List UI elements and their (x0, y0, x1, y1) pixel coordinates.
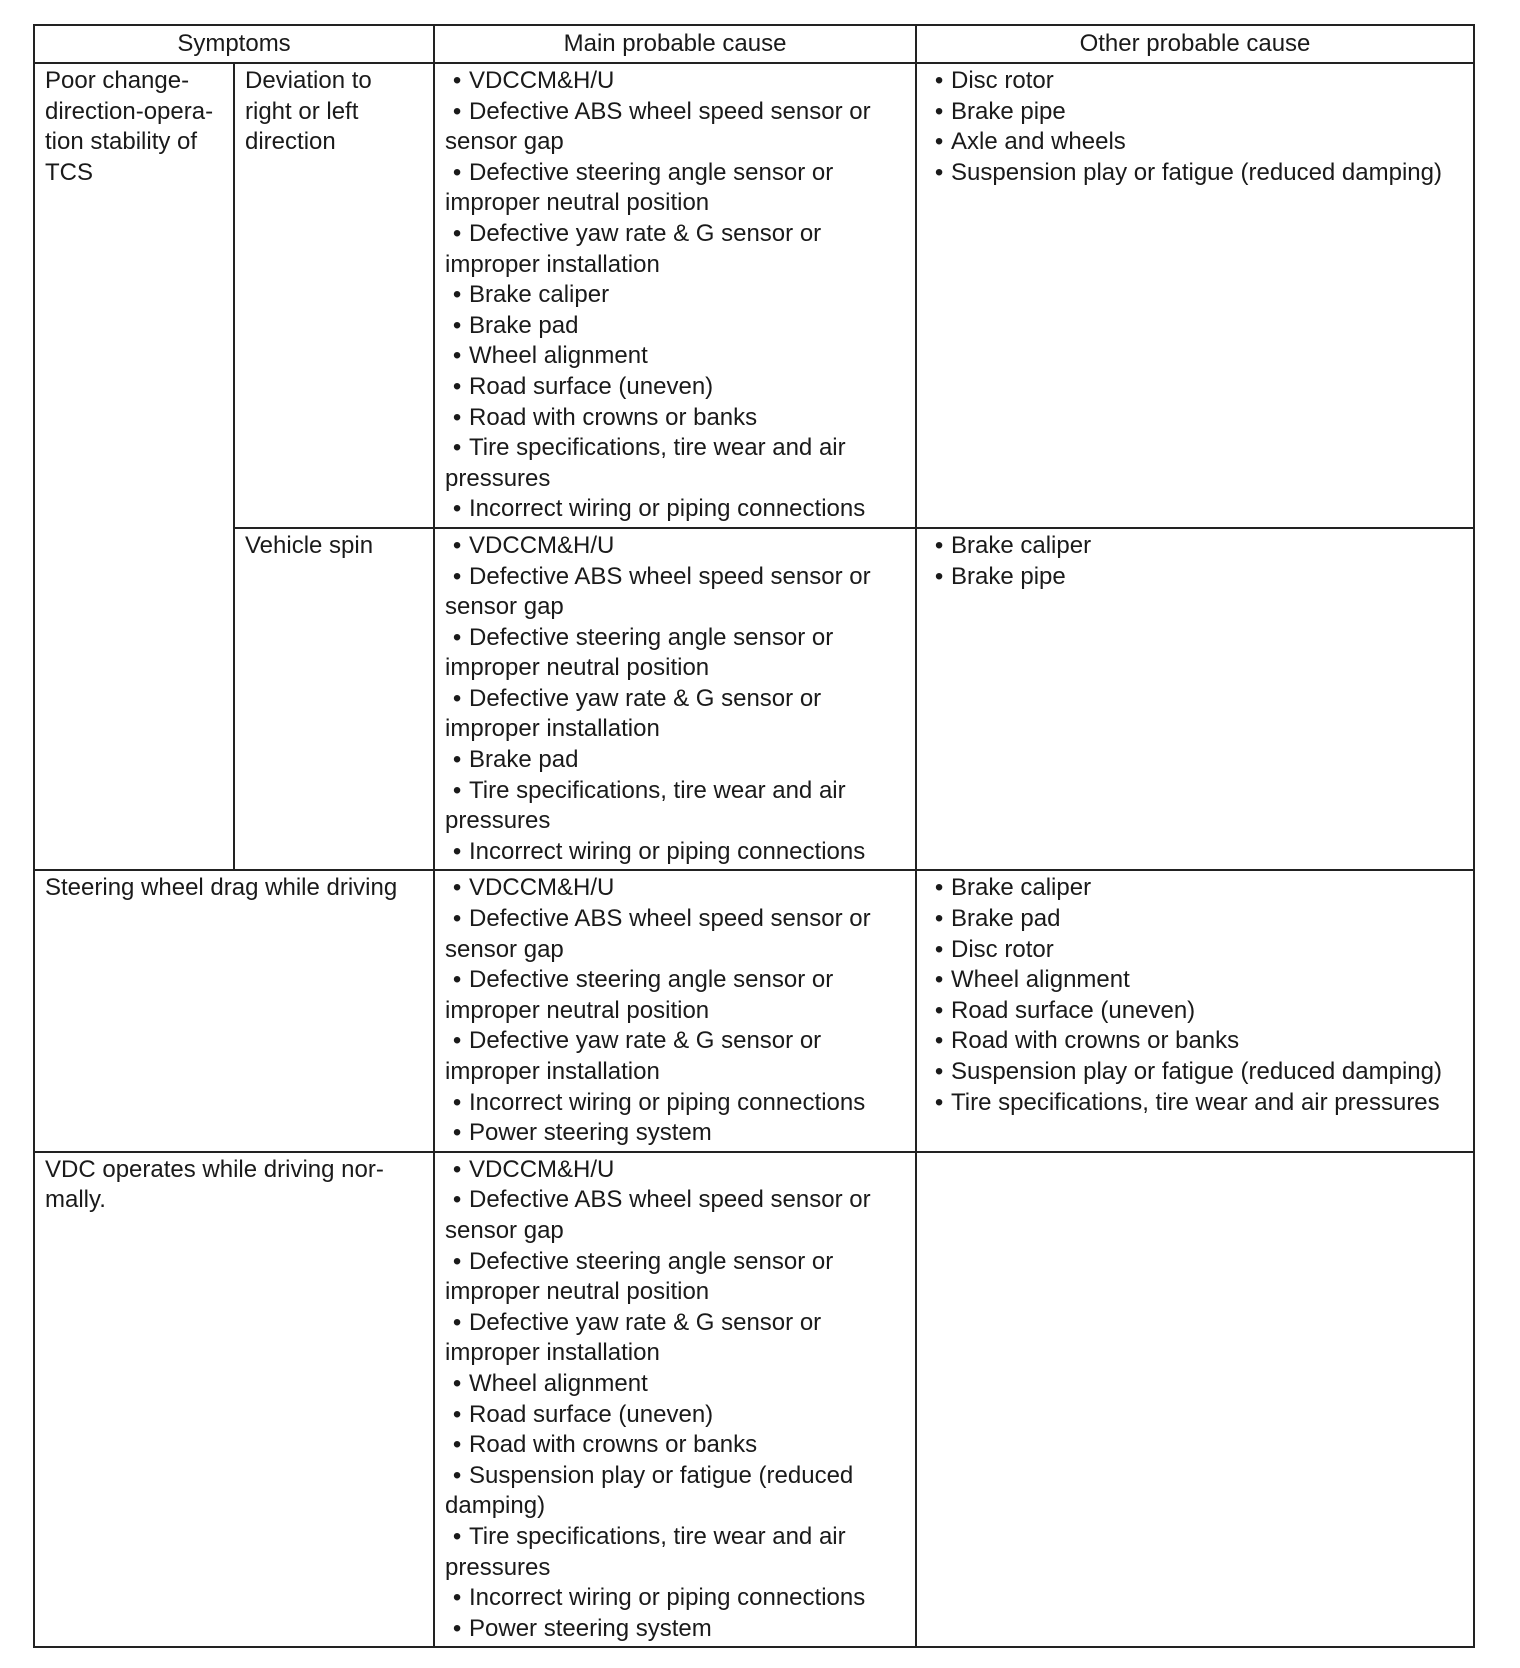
cause-text: Tire specifications, tire wear and air pressures (951, 1088, 1440, 1116)
cause-text: Disc rotor (951, 67, 1054, 94)
cause-item (445, 837, 907, 868)
cause-text: VDCCM&H/U (469, 1155, 615, 1183)
cause-item (927, 66, 1465, 97)
cause-item (445, 1614, 907, 1645)
bullet-icon: • (934, 1027, 944, 1055)
bullet-icon: • (452, 495, 462, 523)
bullet-icon: • (934, 158, 944, 186)
cause-text: Defective ABS wheel speed sensor or sensor gap (445, 905, 871, 963)
cause-text: Defective ABS wheel speed sensor or sensor gap (445, 97, 871, 156)
bullet-icon: • (452, 1369, 462, 1397)
cause-item (927, 965, 1465, 996)
bullet-icon: • (452, 342, 462, 370)
bullet-icon: • (452, 1584, 462, 1612)
cause-text: Road surface (uneven) (469, 372, 714, 400)
cause-text: Defective ABS wheel speed sensor or sensor gap (445, 1186, 871, 1244)
cause-item (927, 127, 1465, 158)
main-cause-list (445, 66, 907, 525)
other-cause-cell (916, 528, 1474, 871)
bullet-icon: • (452, 1247, 462, 1275)
bullet-icon: • (452, 1155, 462, 1183)
other-cause-list (927, 66, 1465, 188)
cause-item (927, 1088, 1465, 1119)
diagnosis-table (33, 24, 1475, 1648)
bullet-icon: • (452, 905, 462, 933)
bullet-icon: • (934, 562, 944, 590)
bullet-icon: • (934, 874, 944, 902)
bullet-icon: • (452, 1614, 462, 1642)
other-cause-list (927, 531, 1465, 592)
bullet-icon: • (452, 311, 462, 339)
symptom-group-label (45, 66, 225, 188)
cause-text: Defective yaw rate & G sensor or improper installation (445, 1027, 822, 1085)
bullet-icon: • (934, 966, 944, 994)
cause-item (927, 1026, 1465, 1057)
header-row (34, 25, 1474, 63)
bullet-icon: • (452, 531, 462, 559)
bullet-icon: • (452, 1461, 462, 1489)
label-line: Vehicle spin (245, 531, 374, 559)
label-line: right or left (245, 97, 359, 125)
cause-item (445, 562, 907, 623)
cause-text: Defective yaw rate & G sensor or improper installation (445, 684, 822, 743)
symptom-label (45, 1155, 425, 1216)
cause-text: Wheel alignment (951, 966, 1130, 994)
cause-item (445, 1118, 907, 1149)
cause-item (445, 311, 907, 342)
bullet-icon: • (452, 281, 462, 309)
cause-text: Road with crowns or banks (469, 403, 758, 431)
cause-item (927, 158, 1465, 189)
bullet-icon: • (452, 1088, 462, 1116)
bullet-icon: • (452, 1027, 462, 1055)
symptom-label (45, 873, 425, 904)
bullet-icon: • (452, 403, 462, 431)
label-line: Poor change- (45, 67, 190, 94)
main-cause-list (445, 873, 907, 1148)
cause-text: Defective yaw rate & G sensor or improper installation (445, 219, 822, 278)
cause-item (445, 776, 907, 837)
cause-text: Brake pad (469, 746, 579, 774)
bullet-icon: • (934, 1058, 944, 1085)
cause-item (445, 219, 907, 280)
cause-item (445, 745, 907, 776)
cause-item (445, 1247, 907, 1308)
bullet-icon: • (452, 158, 462, 186)
cause-text: Disc rotor (951, 935, 1054, 963)
cause-text: Incorrect wiring or piping connections (469, 1088, 866, 1116)
cause-text: VDCCM&H/U (469, 531, 615, 559)
label-line: direction-opera- (45, 97, 214, 125)
label-line: VDC operates while driving nor- (45, 1155, 384, 1183)
cause-text: VDCCM&H/U (469, 874, 615, 902)
bullet-icon: • (452, 67, 462, 94)
cause-text: Incorrect wiring or piping connections (469, 837, 866, 865)
bullet-icon: • (452, 746, 462, 774)
cause-text: Defective steering angle sensor or improper neutral position (445, 1247, 834, 1306)
bullet-icon: • (452, 1119, 462, 1147)
cause-item (927, 935, 1465, 966)
cause-item (445, 494, 907, 525)
table-row (34, 870, 1474, 1151)
cause-text: Wheel alignment (469, 342, 648, 370)
main-cause-cell (434, 63, 916, 528)
bullet-icon: • (452, 372, 462, 400)
symptom-label (245, 531, 425, 562)
bullet-icon: • (452, 97, 462, 125)
bullet-icon: • (934, 935, 944, 963)
cause-text: Incorrect wiring or piping connections (469, 495, 866, 523)
cause-item (445, 280, 907, 311)
cause-item (445, 1088, 907, 1119)
main-cause-cell (434, 1152, 916, 1648)
table-row (34, 1152, 1474, 1648)
cause-text: Suspension play or fatigue (reduced damping) (951, 1058, 1442, 1085)
cause-item (445, 531, 907, 562)
cause-text: Tire specifications, tire wear and air pressures (445, 434, 846, 492)
main-cause-list (445, 1155, 907, 1645)
table-row (34, 63, 1474, 528)
label-line: mally. (45, 1186, 106, 1214)
symptom-cell (34, 870, 434, 1151)
bullet-icon: • (452, 684, 462, 712)
cause-item (445, 873, 907, 904)
table-row (34, 528, 1474, 871)
header-other-cause: Other probable cause (916, 25, 1474, 63)
cause-text: Power steering system (469, 1119, 712, 1147)
cause-text: Brake caliper (951, 874, 1092, 902)
header-symptoms: Symptoms (34, 25, 434, 63)
cause-text: Road surface (uneven) (469, 1400, 714, 1428)
symptom-group-cell (34, 63, 234, 870)
other-cause-list (927, 873, 1465, 1118)
cause-text: Power steering system (469, 1614, 712, 1642)
cause-text: Road surface (uneven) (951, 996, 1196, 1024)
symptom-cell (234, 528, 434, 871)
cause-item (445, 1461, 907, 1522)
cause-text: Suspension play or fatigue (reduced damping) (445, 1461, 854, 1520)
cause-item (445, 965, 907, 1026)
cause-text: Brake caliper (469, 281, 610, 309)
cause-item (445, 1155, 907, 1186)
cause-item (445, 684, 907, 745)
cause-text: Axle and wheels (951, 128, 1126, 156)
cause-text: Brake pipe (951, 97, 1066, 125)
cause-item (927, 562, 1465, 593)
cause-text: Road with crowns or banks (951, 1027, 1240, 1055)
label-line: Steering wheel drag while driving (45, 874, 398, 902)
cause-text: Tire specifications, tire wear and air pressures (445, 1522, 846, 1581)
cause-item (927, 904, 1465, 935)
bullet-icon: • (452, 966, 462, 994)
cause-text: Road with crowns or banks (469, 1431, 758, 1459)
main-cause-cell (434, 870, 916, 1151)
label-line: Deviation to (245, 67, 372, 94)
cause-text: Brake pipe (951, 562, 1066, 590)
header-main-cause: Main probable cause (434, 25, 916, 63)
cause-item (927, 97, 1465, 128)
symptom-cell (234, 63, 434, 528)
cause-text: Suspension play or fatigue (reduced damping) (951, 158, 1442, 186)
cause-text: Defective steering angle sensor or improper neutral position (445, 966, 834, 1024)
cause-item (445, 158, 907, 219)
bullet-icon: • (934, 905, 944, 933)
symptom-cell (34, 1152, 434, 1648)
cause-item (445, 97, 907, 158)
cause-item (445, 66, 907, 97)
cause-item (445, 1308, 907, 1369)
cause-item (927, 531, 1465, 562)
bullet-icon: • (452, 1400, 462, 1428)
other-cause-cell (916, 63, 1474, 528)
cause-text: Brake pad (951, 905, 1061, 933)
cause-item (445, 1369, 907, 1400)
bullet-icon: • (452, 562, 462, 590)
cause-item (445, 1400, 907, 1431)
cause-item (445, 623, 907, 684)
cause-text: Brake pad (469, 311, 579, 339)
cause-item (445, 341, 907, 372)
bullet-icon: • (452, 837, 462, 865)
other-cause-cell (916, 870, 1474, 1151)
cause-item (445, 1583, 907, 1614)
cause-item (445, 1185, 907, 1246)
cause-item (445, 372, 907, 403)
cause-item (445, 1522, 907, 1583)
cause-text: Incorrect wiring or piping connections (469, 1584, 866, 1612)
cause-text: VDCCM&H/U (469, 67, 615, 94)
symptom-label (245, 66, 425, 158)
bullet-icon: • (934, 128, 944, 156)
label-line: tion stability of (45, 128, 198, 156)
cause-text: Tire specifications, tire wear and air pressures (445, 776, 846, 835)
bullet-icon: • (452, 1186, 462, 1214)
main-cause-list (445, 531, 907, 868)
bullet-icon: • (452, 623, 462, 651)
other-cause-cell (916, 1152, 1474, 1648)
cause-text: Wheel alignment (469, 1369, 648, 1397)
cause-item (445, 904, 907, 965)
cause-item (927, 1057, 1465, 1088)
cause-text: Defective yaw rate & G sensor or improper installation (445, 1308, 822, 1367)
bullet-icon: • (934, 531, 944, 559)
cause-item (927, 996, 1465, 1027)
bullet-icon: • (934, 1088, 944, 1116)
bullet-icon: • (452, 1431, 462, 1459)
bullet-icon: • (934, 97, 944, 125)
cause-text: Defective steering angle sensor or improper neutral position (445, 623, 834, 682)
bullet-icon: • (452, 1522, 462, 1550)
cause-item (445, 433, 907, 494)
bullet-icon: • (452, 1308, 462, 1336)
bullet-icon: • (452, 219, 462, 247)
cause-item (445, 1026, 907, 1087)
bullet-icon: • (452, 874, 462, 902)
bullet-icon: • (934, 996, 944, 1024)
bullet-icon: • (452, 434, 462, 462)
cause-item (445, 1430, 907, 1461)
cause-item (927, 873, 1465, 904)
label-line: TCS (45, 158, 93, 186)
bullet-icon: • (452, 776, 462, 804)
cause-text: Defective steering angle sensor or improper neutral position (445, 158, 834, 217)
cause-text: Brake caliper (951, 531, 1092, 559)
cause-text: Defective ABS wheel speed sensor or sensor gap (445, 562, 871, 621)
cause-item (445, 403, 907, 434)
main-cause-cell (434, 528, 916, 871)
label-line: direction (245, 128, 336, 156)
bullet-icon: • (934, 67, 944, 94)
